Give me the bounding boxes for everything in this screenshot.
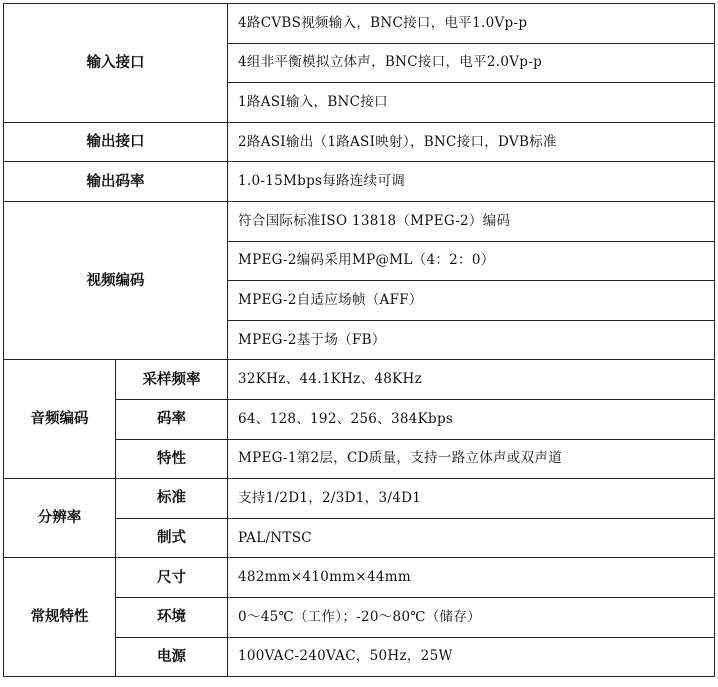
category-resolution: 分辨率 xyxy=(4,479,116,558)
audio-sub-sample-rate: 采样频率 xyxy=(116,360,228,400)
video-value-4: MPEG-2基于场（FB） xyxy=(228,320,715,360)
category-output-interface: 输出接口 xyxy=(4,122,228,162)
general-value-size: 482mm×410mm×44mm xyxy=(228,558,715,598)
general-sub-environment: 环境 xyxy=(116,597,228,637)
category-output-bitrate: 输出码率 xyxy=(4,162,228,202)
category-audio-encoding: 音频编码 xyxy=(4,360,116,479)
resolution-value-format: PAL/NTSC xyxy=(228,518,715,558)
video-value-1: 符合国际标准ISO 13818（MPEG-2）编码 xyxy=(228,201,715,241)
audio-sub-bitrate: 码率 xyxy=(116,399,228,439)
spec-table xyxy=(3,3,715,677)
table-row xyxy=(4,162,715,202)
audio-value-sample-rate: 32KHz、44.1KHz、48KHz xyxy=(228,360,715,400)
input-value-1: 4路CVBS视频输入，BNC接口，电平1.0Vp-p xyxy=(228,4,715,44)
category-video-encoding: 视频编码 xyxy=(4,201,228,359)
output-value: 2路ASI输出（1路ASI映射），BNC接口，DVB标准 xyxy=(228,122,715,162)
table-row xyxy=(4,4,715,44)
general-sub-size: 尺寸 xyxy=(116,558,228,598)
video-value-2: MPEG-2编码采用MP@ML（4：2：0） xyxy=(228,241,715,281)
video-value-3: MPEG-2自适应场帧（AFF） xyxy=(228,281,715,321)
audio-value-feature: MPEG-1第2层，CD质量，支持一路立体声或双声道 xyxy=(228,439,715,479)
input-value-2: 4组非平衡模拟立体声，BNC接口，电平2.0Vp-p xyxy=(228,43,715,83)
input-value-3: 1路ASI输入，BNC接口 xyxy=(228,83,715,123)
table-row xyxy=(4,558,715,598)
audio-sub-feature: 特性 xyxy=(116,439,228,479)
general-sub-power: 电源 xyxy=(116,637,228,677)
resolution-sub-standard: 标准 xyxy=(116,479,228,519)
table-row xyxy=(4,360,715,400)
table-row xyxy=(4,201,715,241)
table-row xyxy=(4,479,715,519)
table-row xyxy=(4,122,715,162)
resolution-value-standard: 支持1/2D1，2/3D1，3/4D1 xyxy=(228,479,715,519)
category-input-interface: 输入接口 xyxy=(4,4,228,123)
general-value-environment: 0～45℃（工作）；-20～80℃（储存） xyxy=(228,597,715,637)
resolution-sub-format: 制式 xyxy=(116,518,228,558)
bitrate-value: 1.0-15Mbps每路连续可调 xyxy=(228,162,715,202)
category-general: 常规特性 xyxy=(4,558,116,677)
general-value-power: 100VAC-240VAC，50Hz，25W xyxy=(228,637,715,677)
audio-value-bitrate: 64、128、192、256、384Kbps xyxy=(228,399,715,439)
